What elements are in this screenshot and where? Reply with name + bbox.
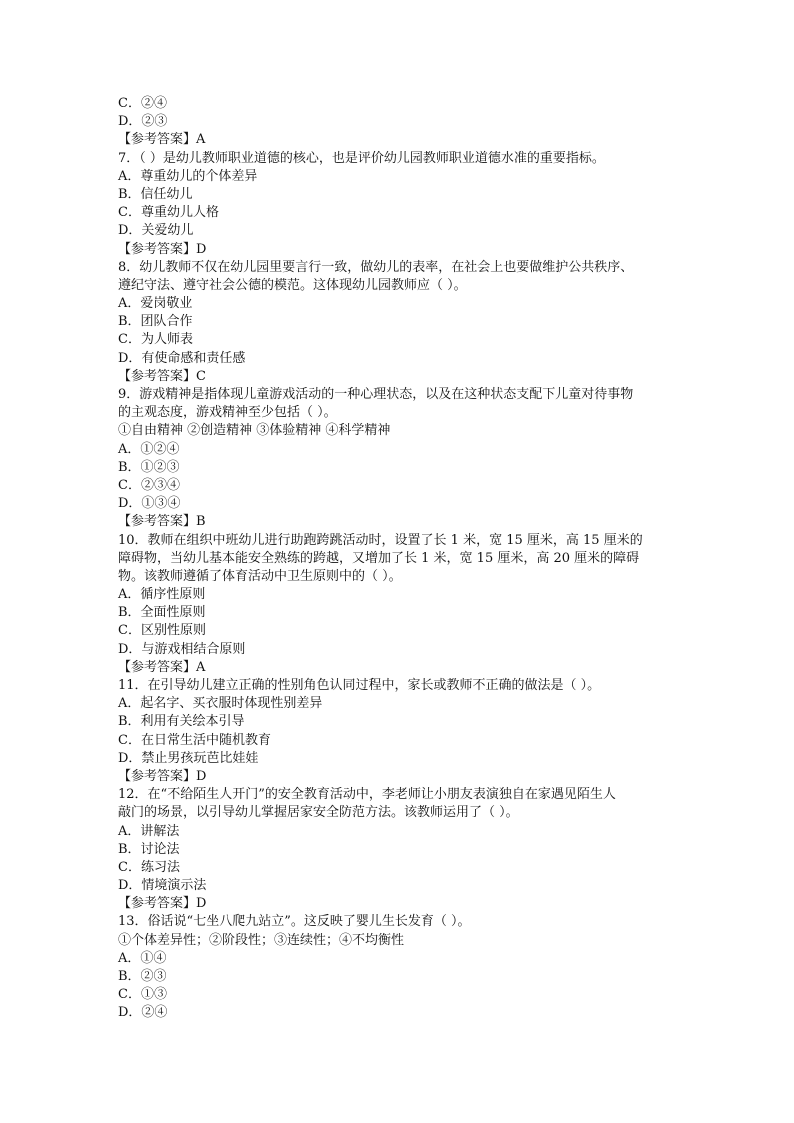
text-line: D．②④ [118, 1005, 168, 1021]
text-line: A．尊重幼儿的个体差异 [118, 168, 258, 184]
text-line: C．为人师表 [118, 332, 193, 348]
text-line: 10．教师在组织中班幼儿进行助跑跨跳活动时，设置了长 1 米，宽 15 厘米，高 15 厘米的 [118, 532, 643, 548]
text-line: C．①③ [118, 987, 167, 1003]
text-line: A．爱岗敬业 [118, 296, 193, 312]
text-line: 13．俗话说“七坐八爬九站立”。这反映了婴儿生长发育（ ）。 [118, 914, 471, 930]
text-line: D．情境演示法 [118, 878, 207, 894]
text-line: 的主观态度，游戏精神至少包括（ ）。 [118, 405, 337, 421]
text-line: 11．在引导幼儿建立正确的性别角色认同过程中，家长或教师不正确的做法是（ ）。 [118, 678, 601, 693]
text-line: 障碍物，当幼儿基本能安全熟练的跨越，又增加了长 1 米，宽 15 厘米，高 20 厘米的障碍 [118, 550, 640, 566]
text-line: 【参考答案】D [118, 896, 207, 912]
text-line: A．循序性原则 [118, 587, 206, 603]
text-line: A．①②④ [118, 441, 180, 457]
text-line: 12．在“不给陌生人开门”的安全教育活动中，李老师让小朋友表演独自在家遇见陌生人 [118, 787, 616, 803]
text-line: A．起名字、买衣服时体现性别差异 [118, 696, 323, 712]
text-line: A．①④ [118, 950, 167, 966]
text-line: 【参考答案】D [118, 241, 207, 257]
text-line: 9．游戏精神是指体现儿童游戏活动的一种心理状态，以及在这种状态支配下儿童对待事物 [118, 387, 634, 402]
text-line: B．全面性原则 [118, 605, 206, 621]
text-line: D．关爱幼儿 [118, 223, 194, 239]
text-line: B．②③ [118, 969, 167, 984]
text-line: C．练习法 [118, 859, 180, 875]
text-line: 物。该教师遵循了体育活动中卫生原则中的（ ）。 [118, 568, 402, 584]
text-line: 【参考答案】A [118, 132, 206, 148]
text-line: 7．（ ）是幼儿教师职业道德的核心，也是评价幼儿园教师职业道德水准的重要指标。 [118, 150, 605, 166]
text-line: D．禁止男孩玩芭比娃娃 [118, 750, 259, 766]
text-line: D．①③④ [118, 496, 181, 512]
text-line: D．与游戏相结合原则 [118, 641, 246, 657]
text-line: B．利用有关绘本引导 [118, 714, 245, 730]
text-line: ①自由精神 ②创造精神 ③体验精神 ④科学精神 [118, 423, 391, 439]
text-line: C．区别性原则 [118, 623, 206, 639]
text-line: C．尊重幼儿人格 [118, 205, 219, 221]
question-text-body [118, 95, 698, 1023]
text-line: C．在日常生活中随机教育 [118, 732, 271, 748]
text-line: B．团队合作 [118, 314, 193, 330]
text-line: C．②③④ [118, 477, 180, 493]
text-line: 遵纪守法、遵守社会公德的模范。这体现幼儿园教师应（ ）。 [118, 277, 467, 293]
text-line: 敲门的场景，以引导幼儿掌握居家安全防范方法。该教师运用了（ ）。 [118, 805, 519, 821]
text-line: D．②③ [118, 114, 168, 130]
text-line: 【参考答案】C [118, 368, 206, 384]
text-line: D．有使命感和责任感 [118, 350, 246, 366]
text-line: 【参考答案】A [118, 659, 206, 675]
text-line: B．信任幼儿 [118, 186, 193, 202]
text-line: A．讲解法 [118, 823, 180, 839]
text-line: 8．幼儿教师不仅在幼儿园里要言行一致，做幼儿的表率，在社会上也要做维护公共秩序、 [118, 259, 634, 275]
text-line: ①个体差异性；②阶段性；③连续性；④不均衡性 [118, 932, 405, 948]
text-line: B．讨论法 [118, 841, 180, 857]
text-line: 【参考答案】D [118, 768, 207, 784]
text-line: 【参考答案】B [118, 514, 206, 530]
text-line: C．②④ [118, 96, 167, 111]
text-line: B．①②③ [118, 459, 180, 475]
